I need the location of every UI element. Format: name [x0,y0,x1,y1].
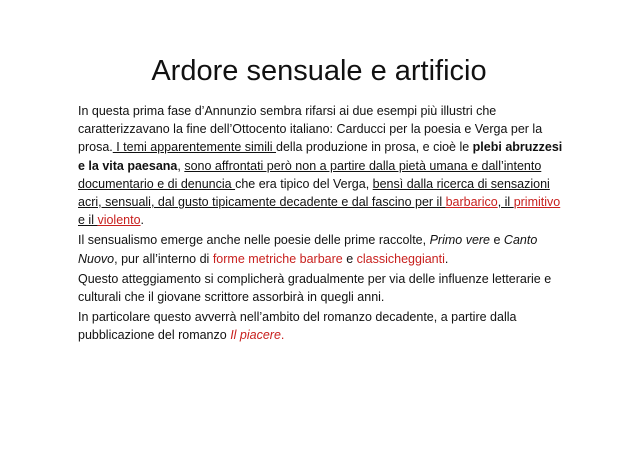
p1-underlined-bensi: bensì dalla ricerca di sensazioni acri, sensuali, dal gusto tipicamente decadente e dal fascino per il [78,176,550,210]
p1-red-primitivo: primitivo [513,195,561,210]
p2-text-mid: , pur all’interno di [114,251,213,266]
p2-italic-primo-vere: Primo vere [429,233,491,248]
p1-bold-plebi: plebi abruzzesi e la vita paesana [78,140,563,173]
p1-underlined-affrontati: sono affrontati però non a partire dalla pietà umana e dall’intento documentario e di denuncia [78,158,542,191]
p1-underlined-temi: I temi apparentemente simili [112,140,277,155]
p4-text: In particolare questo avverrà nell’ambito del romanzo decadente, a partire dalla pubblicazione del romanzo [78,310,517,343]
p1-period: . [140,213,145,228]
p1-text-produzione: della produzione in prosa, e cioè le [276,140,473,155]
p2-and-2: e [342,251,357,266]
p1-red-barbarico: barbarico [445,195,498,210]
slide-title: Ardore sensuale e artificio [151,55,487,87]
paragraph-2 [78,231,570,267]
p1-text-intro: In questa prima fase d’Annunzio sembra rifarsi ai due esempi più illustri che caratterizzavano la fine dell’Ottocento italiano: Carducci per la poesia e Verga per la prosa. [78,104,543,155]
p2-red-classicheggianti: classicheggianti [356,251,445,266]
p1-red-violento: violento [97,213,141,228]
p1-text-verga: che era tipico del Verga, [235,176,373,191]
paragraph-3 [78,270,570,306]
p2-red-forme: forme metriche barbare [212,251,343,266]
p3-text: Questo atteggiamento si complicherà gradualmente per via delle influenze letterarie e culturali che il giovane scrittore assorbirà in quegli anni. [78,271,552,305]
p1-sep-1: , il [497,195,514,210]
p4-italic-il-piacere: Il piacere [230,328,281,343]
p1-sep-2: e il [78,213,98,228]
p1-comma: , [177,158,185,173]
slide-body [78,102,570,347]
p2-and-1: e [490,233,504,248]
p2-text-intro: Il sensualismo emerge anche nelle poesie delle prime raccolte, [78,233,430,248]
paragraph-1 [78,102,570,229]
p2-period: . [444,251,449,266]
p4-period: . [280,328,285,343]
paragraph-4 [78,308,570,344]
p2-italic-canto-nuovo: Canto Nuovo [78,233,538,266]
